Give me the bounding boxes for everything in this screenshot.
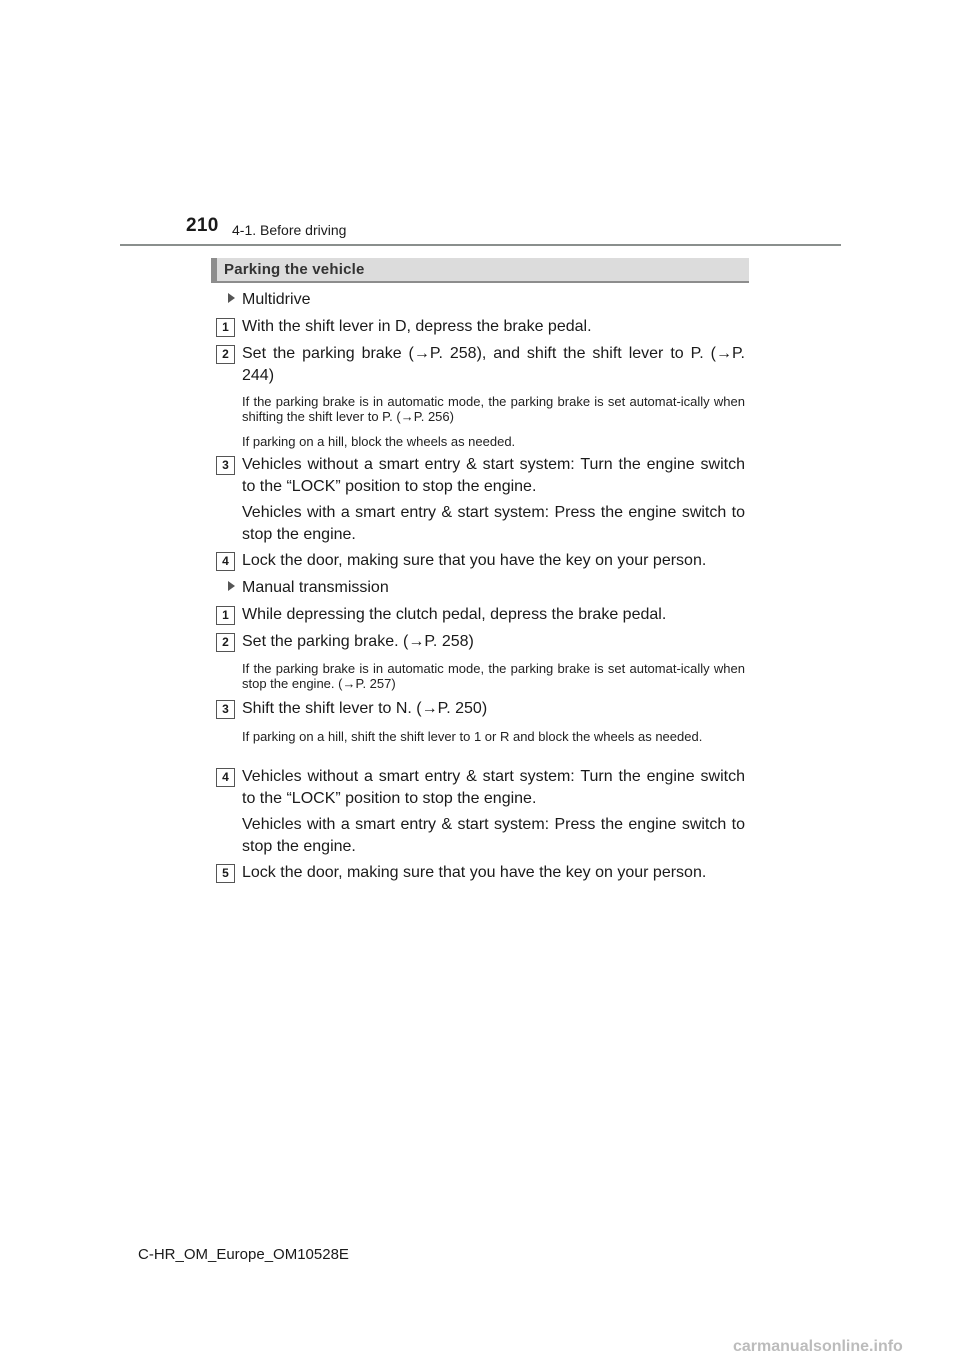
section-heading — [211, 258, 749, 283]
note-text: If parking on a hill, shift the shift lever to 1 or R and block the wheels as needed. — [242, 729, 703, 744]
step-text: While depressing the clutch pedal, depress the brake pedal. — [242, 606, 667, 623]
section-heading-bar — [211, 258, 217, 281]
footer-doc-id: C-HR_OM_Europe_OM10528E — [138, 1246, 349, 1263]
step-number: 4 — [216, 768, 235, 787]
chapter-title: 4-1. Before driving — [232, 222, 347, 238]
watermark: carmanualsonline.info — [733, 1338, 903, 1355]
subheading-label: Multidrive — [242, 291, 311, 308]
triangle-bullet-icon — [228, 293, 235, 303]
step-number: 1 — [216, 606, 235, 625]
step-text: Set the parking brake. (→P. 258) — [242, 633, 474, 650]
note-text: If the parking brake is in automatic mode, the parking brake is set automat-ically when stop the engine. (→P. 257) — [242, 661, 745, 691]
step-number: 2 — [216, 345, 235, 364]
note-text: If the parking brake is in automatic mode, the parking brake is set automat-ically when shifting the shift lever to P. (→P. 256) — [242, 394, 745, 424]
section-title: Parking the vehicle — [224, 261, 365, 278]
subheading-manual-transmission — [228, 577, 389, 599]
note-text: If parking on a hill, block the wheels as needed. — [242, 434, 516, 449]
step-text-continued: Vehicles with a smart entry & start system: Press the engine switch to stop the engine. — [242, 816, 745, 855]
step-text: With the shift lever in D, depress the brake pedal. — [242, 318, 592, 335]
step-number: 4 — [216, 552, 235, 571]
step-text: Vehicles without a smart entry & start system: Turn the engine switch to the “LOCK” position to stop the engine. — [242, 768, 745, 807]
step-number: 3 — [216, 700, 235, 719]
step-text-continued: Vehicles with a smart entry & start system: Press the engine switch to stop the engine. — [242, 504, 745, 543]
step-text: Shift the shift lever to N. (→P. 250) — [242, 700, 488, 717]
page-number: 210 — [186, 215, 219, 236]
subheading-label: Manual transmission — [242, 579, 389, 596]
step-text: Lock the door, making sure that you have the key on your person. — [242, 552, 707, 569]
header-rule — [120, 244, 841, 246]
step-number: 5 — [216, 864, 235, 883]
triangle-bullet-icon — [228, 581, 235, 591]
step-number: 1 — [216, 318, 235, 337]
step-number: 3 — [216, 456, 235, 475]
step-text: Set the parking brake (→P. 258), and shift the shift lever to P. (→P. 244) — [242, 345, 745, 384]
subheading-multidrive — [228, 289, 310, 311]
step-text: Vehicles without a smart entry & start system: Turn the engine switch to the “LOCK” position to stop the engine. — [242, 456, 745, 495]
step-number: 2 — [216, 633, 235, 652]
step-text: Lock the door, making sure that you have the key on your person. — [242, 864, 707, 881]
